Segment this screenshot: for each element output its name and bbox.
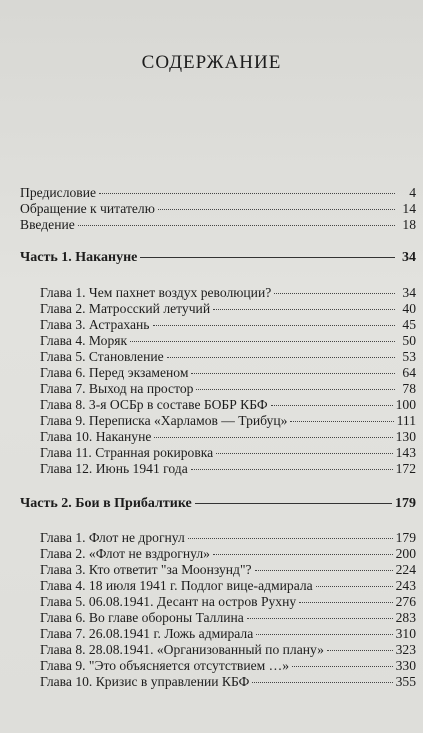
entry-label: Глава 8. 28.08.1941. «Организованный по плану»	[40, 642, 324, 657]
toc-chapter-entry	[20, 381, 416, 397]
entry-label: Глава 9. Переписка «Харламов — Трибуц»	[40, 413, 288, 428]
toc-chapter-entry	[20, 333, 416, 349]
toc-chapter-entry	[20, 429, 416, 445]
toc-chapter-entry	[20, 674, 416, 690]
entry-label: Глава 2. Матросский летучий	[40, 301, 211, 316]
entry-label: Глава 4. 18 июля 1941 г. Подлог вице-адмирала	[40, 578, 313, 593]
leader-dots	[188, 537, 393, 539]
leader-dots	[247, 617, 393, 619]
toc-chapter-entry	[20, 642, 416, 658]
leader-dots	[130, 340, 395, 342]
toc-chapter-entry	[20, 365, 416, 381]
entry-label: Глава 9. "Это объясняется отсутствием …»	[40, 658, 290, 673]
entry-label: Глава 12. Июнь 1941 года	[40, 461, 188, 476]
entry-page: 45	[402, 317, 416, 332]
entry-page: 100	[395, 397, 416, 412]
toc-entry	[20, 201, 416, 217]
leader-dots	[158, 208, 395, 210]
leader-dots	[213, 308, 395, 310]
entry-label: Глава 3. Кто ответит "за Моонзунд"?	[40, 562, 252, 577]
entry-page: 18	[402, 217, 416, 232]
entry-label: Глава 2. «Флот не вздрогнул»	[40, 546, 210, 561]
entry-label: Глава 10. Кризис в управлении КБФ	[40, 674, 250, 689]
leader-dots	[213, 553, 393, 555]
entry-label: Глава 7. Выход на простор	[40, 381, 194, 396]
leader-dots	[191, 372, 395, 374]
toc-chapter-entry	[20, 285, 416, 301]
entry-label: Глава 11. Странная рокировка	[40, 445, 214, 460]
leader-dots	[252, 681, 392, 683]
leader-dots	[271, 404, 393, 406]
entry-label: Глава 8. 3-я ОСБр в составе БОБР КБФ	[40, 397, 268, 412]
entry-page: 276	[395, 594, 416, 609]
entry-page: 40	[402, 301, 416, 316]
part1-heading-block	[20, 250, 416, 266]
toc-chapter-entry	[20, 349, 416, 365]
entry-page: 200	[395, 546, 416, 561]
toc-part-2	[20, 496, 416, 512]
leader-dots	[327, 649, 393, 651]
entry-page: 50	[402, 333, 416, 348]
leader-dots	[99, 192, 395, 194]
entry-label: Глава 6. Перед экзаменом	[40, 365, 189, 380]
entry-page: 53	[402, 349, 416, 364]
entry-label: Обращение к читателю	[20, 201, 155, 216]
toc-chapter-entry	[20, 578, 416, 594]
entry-page: 130	[395, 429, 416, 444]
entry-page: 143	[395, 445, 416, 460]
leader-dots	[196, 388, 395, 390]
entry-page: 34	[402, 285, 416, 300]
leader-dots	[153, 324, 396, 326]
entry-label: Глава 3. Астрахань	[40, 317, 150, 332]
leader-dots	[78, 224, 395, 226]
toc-chapter-entry	[20, 626, 416, 642]
entry-label: Глава 10. Накануне	[40, 429, 152, 444]
leader-dots	[255, 569, 393, 571]
part2-chapter-list	[20, 530, 416, 690]
intro-list	[20, 185, 416, 233]
leader-dots	[256, 633, 392, 635]
toc-chapter-entry	[20, 562, 416, 578]
part-page: 179	[395, 496, 416, 511]
toc-chapter-entry	[20, 397, 416, 413]
leader-dots	[316, 585, 393, 587]
toc-chapter-entry	[20, 317, 416, 333]
toc-chapter-entry	[20, 610, 416, 626]
page-title: СОДЕРЖАНИЕ	[141, 52, 282, 73]
entry-label: Глава 7. 26.08.1941 г. Ложь адмирала	[40, 626, 254, 641]
toc-entry	[20, 217, 416, 233]
entry-page: 179	[395, 530, 416, 545]
entry-label: Глава 5. 06.08.1941. Десант на остров Рухну	[40, 594, 297, 609]
entry-page: 4	[409, 185, 416, 200]
leader-dots	[191, 468, 393, 470]
part-page: 34	[402, 250, 416, 265]
entry-label: Глава 6. Во главе обороны Таллина	[40, 610, 244, 625]
toc-chapter-entry	[20, 413, 416, 429]
leader-line	[195, 502, 392, 504]
toc-chapter-entry	[20, 461, 416, 477]
part-label: Часть 1. Накануне	[20, 250, 138, 265]
entry-label: Глава 4. Моряк	[40, 333, 128, 348]
leader-dots	[292, 665, 393, 667]
toc-chapter-entry	[20, 658, 416, 674]
entry-page: 224	[395, 562, 416, 577]
entry-page: 310	[395, 626, 416, 641]
toc-chapter-entry	[20, 301, 416, 317]
toc-chapter-entry	[20, 530, 416, 546]
entry-page: 78	[402, 381, 416, 396]
entry-label: Предисловие	[20, 185, 97, 200]
leader-dots	[154, 436, 392, 438]
entry-label: Глава 5. Становление	[40, 349, 164, 364]
part2-heading-block	[20, 496, 416, 512]
entry-page: 330	[395, 658, 416, 673]
entry-page: 243	[395, 578, 416, 593]
toc-entry	[20, 185, 416, 201]
entry-label: Глава 1. Чем пахнет воздух революции?	[40, 285, 272, 300]
entry-label: Глава 1. Флот не дрогнул	[40, 530, 185, 545]
toc-part-1	[20, 250, 416, 266]
entry-label: Введение	[20, 217, 75, 232]
entry-page: 283	[395, 610, 416, 625]
leader-dots	[299, 601, 392, 603]
leader-line	[140, 256, 395, 258]
entry-page: 64	[402, 365, 416, 380]
leader-dots	[274, 292, 395, 294]
entry-page: 111	[396, 413, 416, 428]
part1-chapter-list	[20, 285, 416, 477]
toc-chapter-entry	[20, 546, 416, 562]
part-label: Часть 2. Бои в Прибалтике	[20, 496, 192, 511]
entry-page: 323	[395, 642, 416, 657]
entry-page: 14	[402, 201, 416, 216]
leader-dots	[290, 420, 393, 422]
toc-chapter-entry	[20, 594, 416, 610]
entry-page: 172	[395, 461, 416, 476]
leader-dots	[167, 356, 395, 358]
entry-page: 355	[395, 674, 416, 689]
toc-chapter-entry	[20, 445, 416, 461]
leader-dots	[216, 452, 392, 454]
